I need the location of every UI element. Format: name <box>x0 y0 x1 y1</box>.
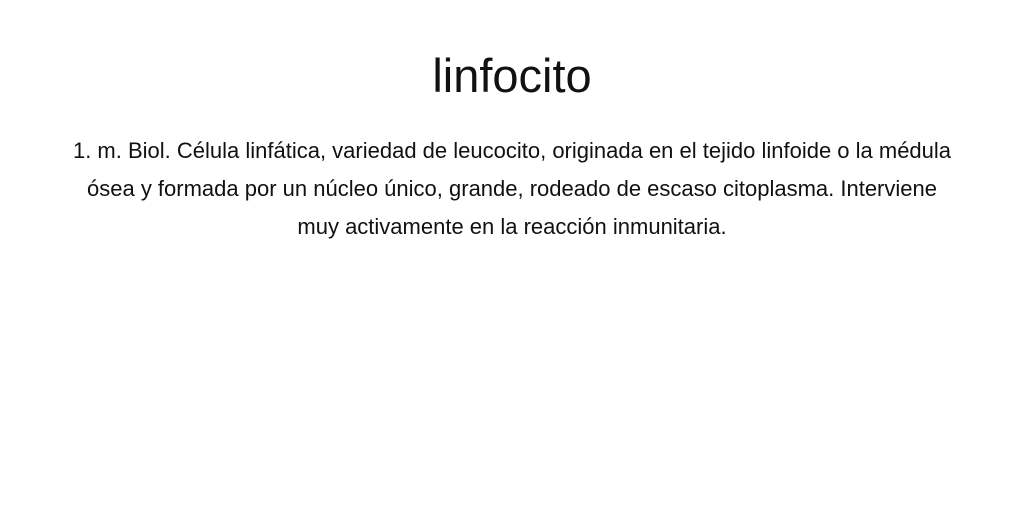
entry-definition: 1. m. Biol. Célula linfática, variedad de leucocito, originada en el tejido linfoide o la médula ósea y formada por un núcleo único, grande, rodeado de escaso citoplasma. Interviene muy activamente en la reacción inmunitaria. <box>72 138 952 239</box>
entry-term: linfocito <box>432 49 592 102</box>
